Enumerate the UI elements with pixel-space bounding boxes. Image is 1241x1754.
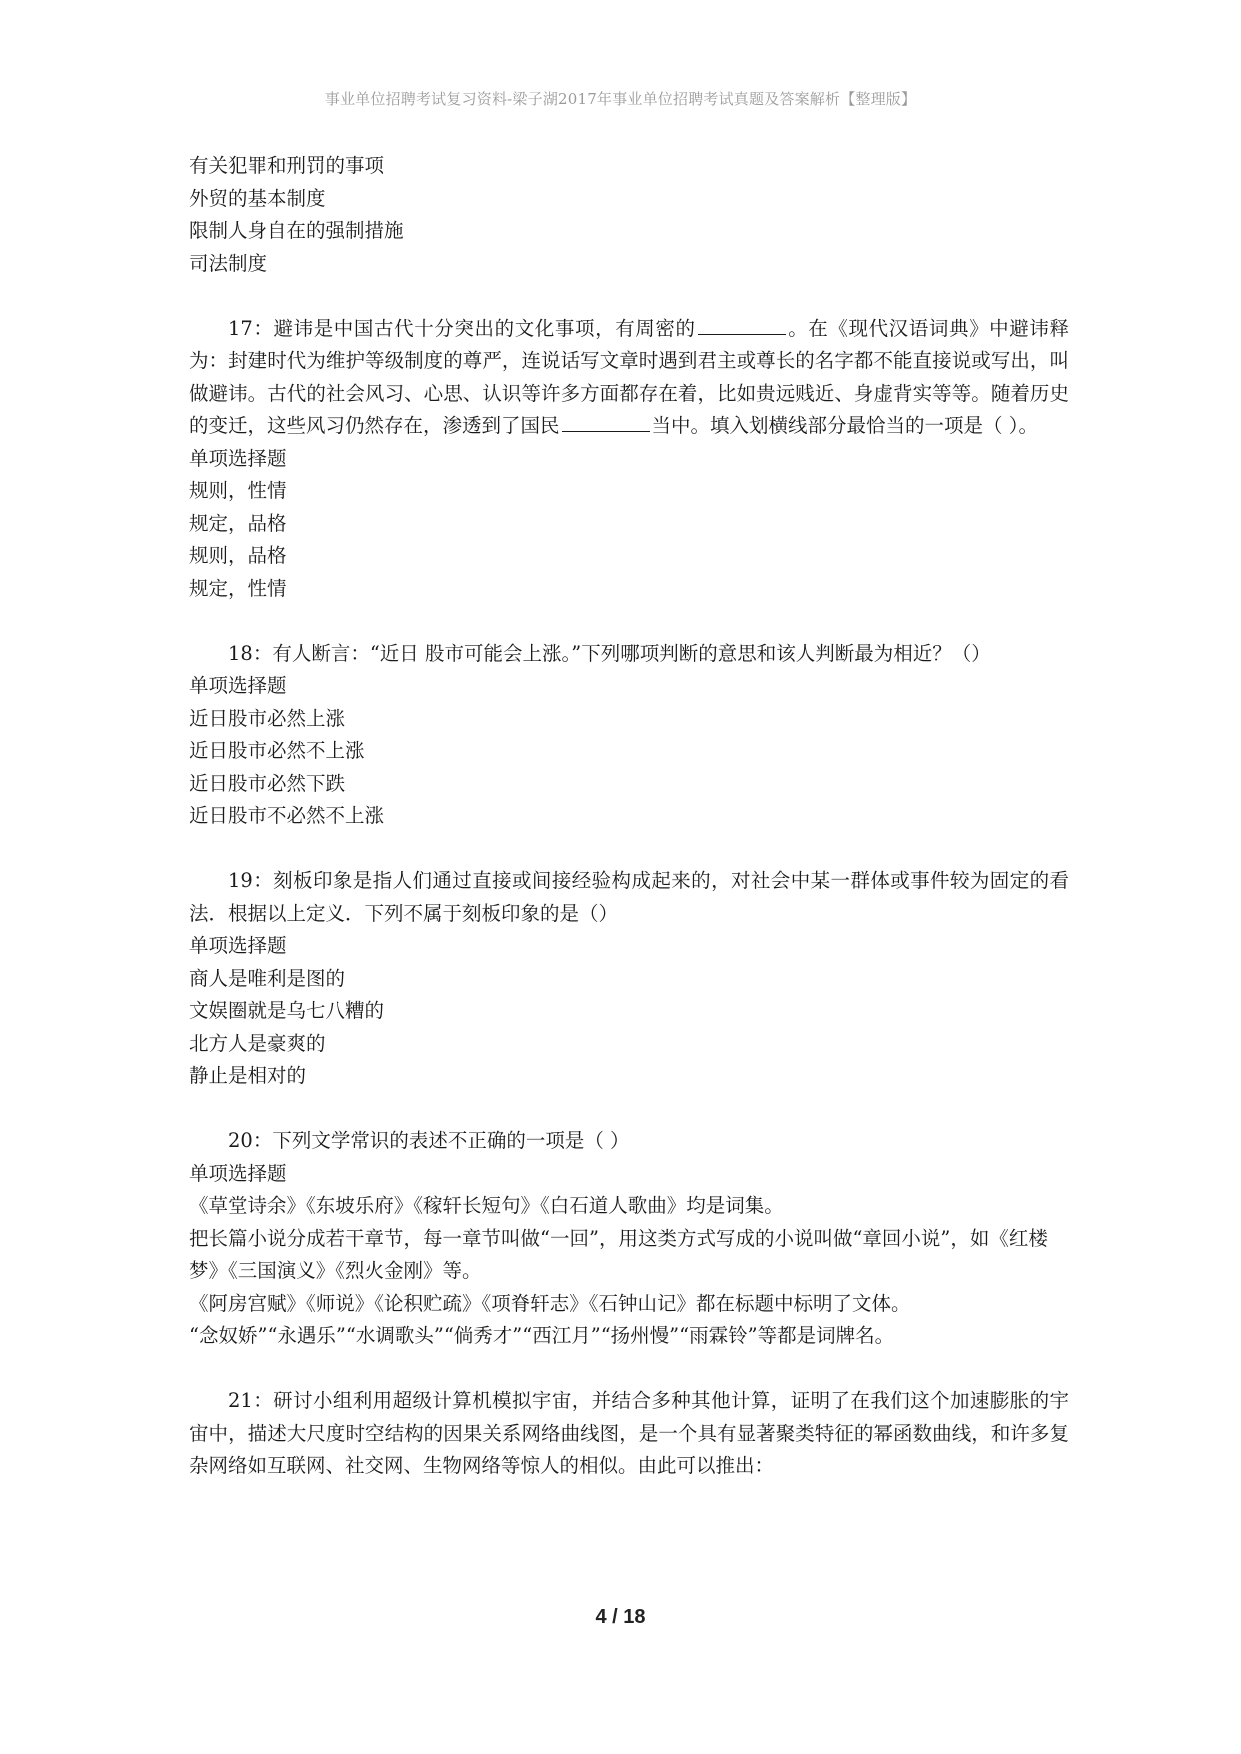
- option-line: 近日股市必然上涨: [189, 706, 346, 730]
- option-line: 规定，性情: [189, 576, 287, 600]
- question-type: 单项选择题: [189, 674, 287, 697]
- stem-text: 当中。填入划横线部分最恰当的一项是（ ）。: [651, 414, 1038, 437]
- option-line: 商人是唯利是图的: [189, 966, 346, 990]
- question-19: [189, 865, 1069, 1093]
- option-line: 有关犯罪和刑罚的事项: [189, 154, 385, 177]
- option-line: 规定，品格: [189, 511, 287, 535]
- question-type: 单项选择题: [189, 446, 287, 470]
- question-stem: 18：有人断言：“近日 股市可能会上涨。”下列哪项判断的意思和该人判断最为相近？（）: [228, 641, 991, 665]
- option-line: 近日股市必然不上涨: [189, 739, 365, 762]
- option-line: 限制人身自在的强制措施: [189, 219, 404, 242]
- option-line: 外贸的基本制度: [189, 186, 326, 210]
- question-stem: [189, 313, 1069, 443]
- stem-text: 。在《现代汉语词典》中避讳释为：封建时代为维护等级制度的尊严，连说话写文章时遇到君主或尊长的名字都不能直接说或写出，叫做避讳。古代的社会风习、心思、认识等许多方面都存在着，比如贵远贱近、身虚背实等等。随着历史的变迁，这些风习仍然存在，渗透到了国民: [189, 316, 1069, 437]
- option-line: “念奴娇”“永遇乐”“水调歌头”“倘秀才”“西江月”“扬州慢”“雨霖铃”等都是词牌名。: [189, 1324, 895, 1347]
- question-20: [189, 1125, 1069, 1353]
- option-line: 《草堂诗余》《东坡乐府》《稼轩长短句》《白石道人歌曲》均是词集。: [189, 1194, 784, 1217]
- fill-blank: [562, 411, 650, 432]
- option-line: 规则，性情: [189, 479, 287, 502]
- option-line: 把长篇小说分成若干章节，每一章节叫做“一回”，用这类方式写成的小说叫做“章回小说”，如《红楼梦》《三国演义》《烈火金刚》等。: [189, 1226, 1048, 1282]
- question-type: 单项选择题: [189, 1161, 287, 1185]
- previous-question-options: [189, 150, 1069, 280]
- option-line: 北方人是豪爽的: [189, 1031, 326, 1055]
- option-line: 文娱圈就是乌七八糟的: [189, 999, 385, 1022]
- page-number: 4 / 18: [595, 1606, 646, 1628]
- question-17: [189, 313, 1069, 606]
- option-line: 近日股市必然下跌: [189, 771, 346, 795]
- option-line: 规则，品格: [189, 544, 287, 567]
- question-stem: 19：刻板印象是指人们通过直接或间接经验构成起来的，对社会中某一群体或事件较为固定的看法．根据以上定义．下列不属于刻板印象的是（）: [189, 869, 1069, 925]
- stem-text: 17：避讳是中国古代十分突出的文化事项，有周密的: [228, 316, 696, 340]
- option-line: 《阿房宫赋》《师说》《论积贮疏》《项脊轩志》《石钟山记》都在标题中标明了文体。: [189, 1291, 911, 1315]
- option-line: 司法制度: [189, 251, 268, 275]
- question-type: 单项选择题: [189, 934, 287, 957]
- document-body: [189, 150, 1069, 1483]
- option-line: 近日股市不必然不上涨: [189, 804, 385, 827]
- fill-blank: [698, 314, 786, 335]
- question-18: [189, 638, 1069, 833]
- page-header: 事业单位招聘考试复习资料-梁子湖2017年事业单位招聘考试真题及答案解析【整理版】: [324, 90, 917, 108]
- option-line: 静止是相对的: [189, 1064, 307, 1087]
- question-stem: 20：下列文学常识的表述不正确的一项是（ ）: [228, 1129, 630, 1152]
- question-21: [189, 1385, 1069, 1483]
- question-stem: 21：研讨小组利用超级计算机模拟宇宙，并结合多种其他计算，证明了在我们这个加速膨胀的宇宙中，描述大尺度时空结构的因果关系网络曲线图，是一个具有显著聚类特征的幂函数曲线，和许多复杂网络如互联网、社交网、生物网络等惊人的相似。由此可以推出：: [189, 1389, 1069, 1477]
